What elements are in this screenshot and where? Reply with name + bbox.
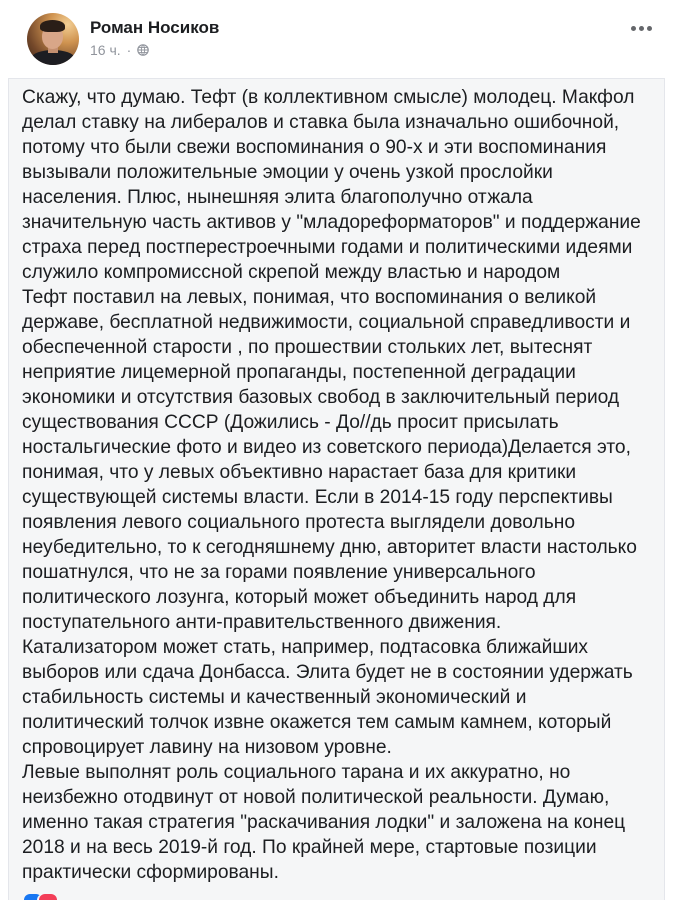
post-text-line: неубедительно, то к сегодняшнему дню, авторитет власти настолько xyxy=(22,537,637,558)
author-name[interactable]: Роман Носиков xyxy=(90,18,220,37)
more-dot xyxy=(639,26,644,31)
post-text-line: политического лозунга, который может объединить народ для xyxy=(22,587,577,608)
post-text-line: неприятие лицемерной пропаганды, постепенной деградации xyxy=(22,362,576,383)
post-text-line: понимая, что у левых объективно нарастает база для критики xyxy=(22,462,577,483)
post-text-line: именно такая стратегия "раскачивания лодки" и заложена на конец xyxy=(22,812,626,833)
more-dot xyxy=(647,26,652,31)
post-text-line: вызывали положительные эмоции у очень узкой прослойки xyxy=(22,162,553,183)
globe-icon xyxy=(137,44,149,56)
post-text-line: державе, бесплатной недвижимости, социальной справедливости и xyxy=(22,312,631,333)
post-text-line: неизбежно отодвинут от новой политической реальности. Думаю, xyxy=(22,787,610,808)
post-text-line: Катализатором может стать, например, подтасовка ближайших xyxy=(22,637,589,658)
more-options-icon[interactable] xyxy=(631,25,655,31)
post-text-line: спровоцирует лавину на низовом уровне. xyxy=(22,737,392,758)
reactions-summary[interactable] xyxy=(24,894,66,900)
avatar[interactable] xyxy=(27,13,79,65)
more-dot xyxy=(631,26,636,31)
post-text-line: пошатнулся, что не за горами появление универсального xyxy=(22,562,536,583)
post-text-line: Скажу, что думаю. Тефт (в коллективном смысле) молодец. Макфол xyxy=(22,87,635,108)
post-text-line: поступательного анти-правительственного движения. xyxy=(22,612,502,633)
post-body xyxy=(8,78,665,900)
post-text-line: практически сформированы. xyxy=(22,862,279,883)
timestamp[interactable]: 16 ч. xyxy=(90,42,121,58)
post-text-line: Тефт поставил на левых, понимая, что воспоминания о великой xyxy=(22,287,597,308)
post-text-line: Левые выполнят роль социального тарана и их аккуратно, но xyxy=(22,762,571,783)
post-text-line: страха перед постперестроечными годами и политическими идеями xyxy=(22,237,633,258)
post-text-line: стабильность системы и качественный экономический и xyxy=(22,687,527,708)
post-text-line: населения. Плюс, нынешняя элита благополучно отжала xyxy=(22,187,533,208)
post-text-line: служило компромиссной скрепой между властью и народом xyxy=(22,262,561,283)
avatar-hair xyxy=(40,20,65,32)
love-icon xyxy=(39,894,57,900)
post-text-line: существующей системы власти. Если в 2014-15 году перспективы xyxy=(22,487,613,508)
post-text-line: ностальгические фото и видео из советского периода)Делается это, xyxy=(22,437,631,458)
post-header xyxy=(0,0,673,78)
meta-separator: · xyxy=(126,42,132,58)
post-text-line: обеспеченной старости , по прошествии стольких лет, вытеснят xyxy=(22,337,593,358)
post-text xyxy=(22,85,664,885)
post-text-line: существования СССР (Дожились - До//дь просит присылать xyxy=(22,412,559,433)
post-text-line: экономики и отсутствия базовых свобод в заключительный период xyxy=(22,387,620,408)
post-text-line: политический толчок извне окажется тем самым камнем, который xyxy=(22,712,612,733)
post-text-line: 2018 и на весь 2019-й год. По крайней мере, стартовые позиции xyxy=(22,837,597,858)
post-text-line: потому что были свежи воспоминания о 90-х и эти воспоминания xyxy=(22,137,607,158)
post-text-line: значительную часть активов у "младореформаторов" и поддержание xyxy=(22,212,641,233)
post-text-line: выборов или сдача Донбасса. Элита будет не в состоянии удержать xyxy=(22,662,633,683)
post-text-line: делал ставку на либералов и ставка была изначально ошибочной, xyxy=(22,112,620,133)
post-text-line: появления левого социального протеста выглядели довольно xyxy=(22,512,575,533)
post-meta xyxy=(90,41,149,59)
